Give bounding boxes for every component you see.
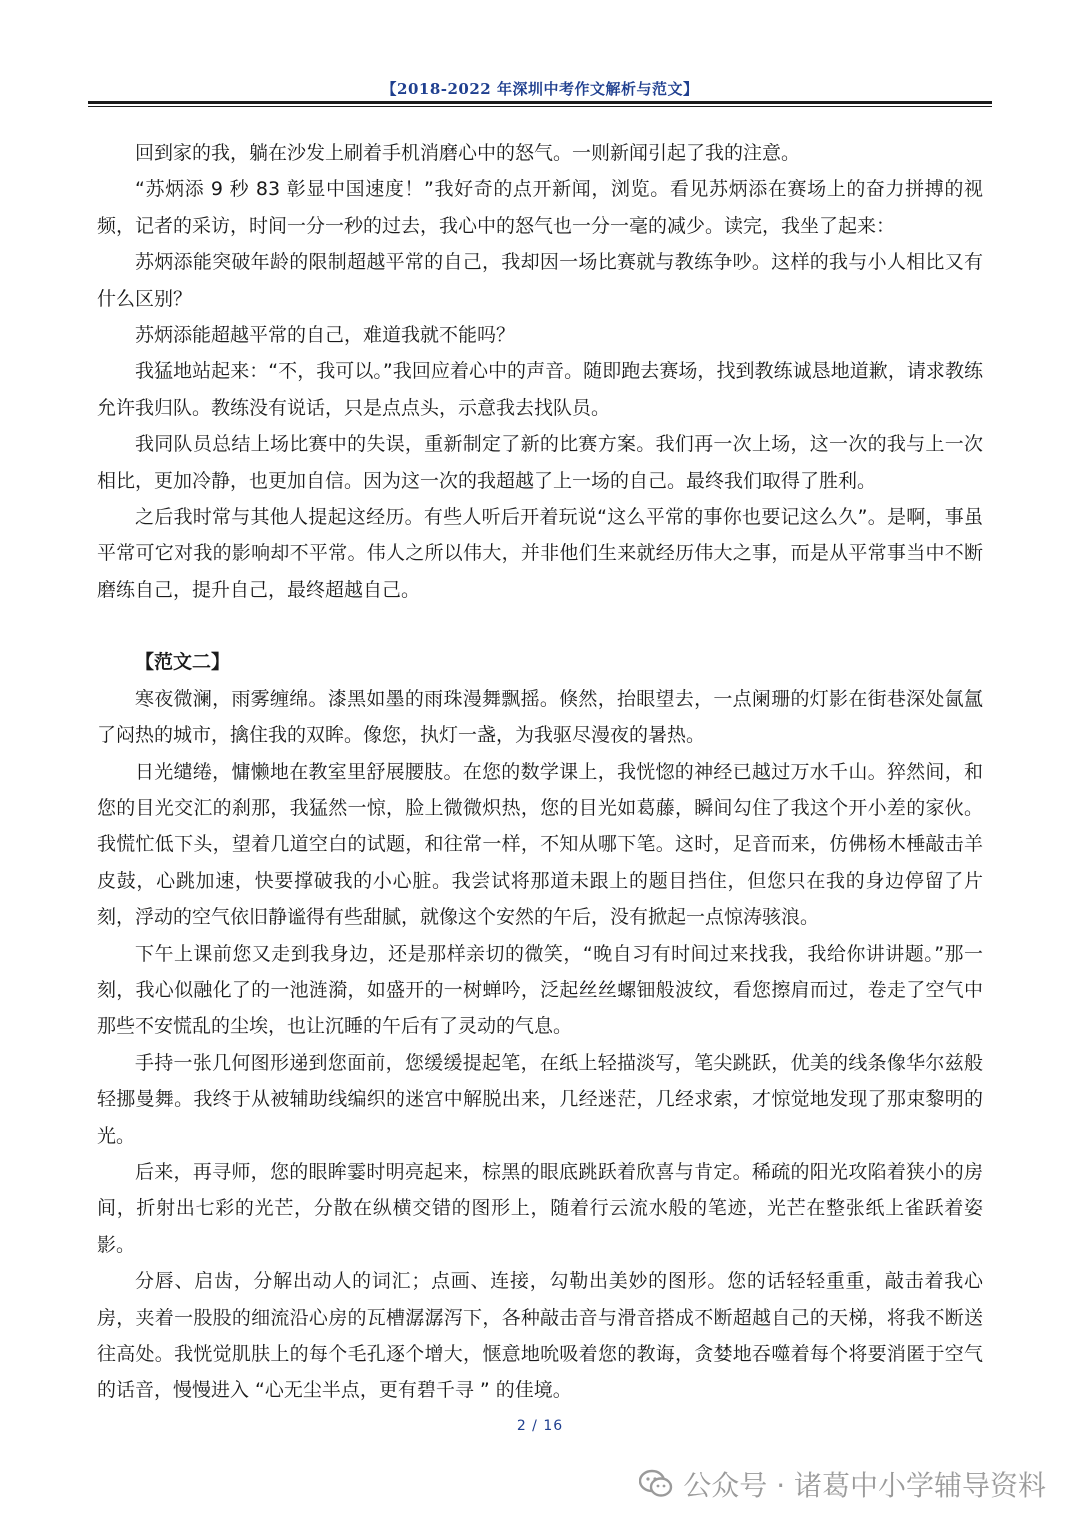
document-header-title: 【2018-2022 年深圳中考作文解析与范文】 bbox=[381, 80, 699, 98]
paragraph: 我猛地站起来：“不，我可以。”我回应着心中的声音。随即跑去赛场，找到教练诚恳地道歉，请求教练允许我归队。教练没有说话，只是点点头，示意我去找队员。 bbox=[97, 360, 983, 419]
paragraph: 寒夜微澜，雨雾缠绵。漆黑如墨的雨珠漫舞飘摇。倏然，抬眼望去，一点阑珊的灯影在街巷深处氤氲了闷热的城市，擒住我的双眸。像您，执灯一盏，为我驱尽漫夜的暑热。 bbox=[97, 687, 983, 747]
wechat-icon bbox=[639, 1469, 673, 1499]
paragraph: 手持一张几何图形递到您面前，您缓缓提起笔，在纸上轻描淡写，笔尖跳跃，优美的线条像华尔兹般轻挪曼舞。我终于从被辅助线编织的迷宫中解脱出来，几经迷茫，几经求索，才惊觉地发现了那束黎明的光。 bbox=[97, 1051, 983, 1147]
paragraph: 分唇、启齿，分解出动人的词汇；点画、连接，勾勒出美妙的图形。您的话轻轻重重，敲击着我心房，夹着一股股的细流沿心房的瓦槽潺潺泻下，各种敲击音与滑音搭成不断超越自己的天梯，将我不断送往高处。我恍觉肌肤上的每个毛孔逐个增大，惬意地吮吸着您的教诲，贪婪地吞噬着每个将要消匿于空气的话音，慢慢进入 “心无尘半点，更有碧千寻 ” 的佳境。 bbox=[97, 1270, 983, 1402]
paragraph: 下午上课前您又走到我身边，还是那样亲切的微笑，“晚自习有时间过来找我，我给你讲讲题。”那一刻，我心似融化了的一池涟漪，如盛开的一树蝉吟，泛起丝丝螺钿般波纹，看您擦肩而过，卷走了空气中那些不安慌乱的尘埃，也让沉睡的午后有了灵动的气息。 bbox=[97, 942, 983, 1038]
paragraph: 苏炳添能突破年龄的限制超越平常的自己，我却因一场比赛就与教练争吵。这样的我与小人相比又有什么区别？ bbox=[97, 251, 983, 310]
watermark-text: 公众号 · 诸葛中小学辅导资料 bbox=[683, 1469, 1046, 1502]
paragraph: 之后我时常与其他人提起这经历。有些人听后开着玩说“这么平常的事你也要记这么久”。是啊，事虽平常可它对我的影响却不平常。伟人之所以伟大，并非他们生来就经历伟大之事，而是从平常事当中不断磨练自己，提升自己，最终超越自己。 bbox=[97, 506, 983, 601]
paragraph: 回到家的我，躺在沙发上刷着手机消磨心中的怒气。一则新闻引起了我的注意。 bbox=[135, 142, 801, 164]
section-heading: 【范文二】 bbox=[135, 651, 231, 674]
watermark bbox=[639, 1464, 1046, 1504]
header-rule-thick bbox=[88, 101, 992, 104]
header-rule-thin bbox=[88, 106, 992, 107]
paragraph: “苏炳添 9 秒 83 彰显中国速度！”我好奇的点开新闻，浏览。看见苏炳添在赛场上的奋力拼搏的视频，记者的采访，时间一分一秒的过去，我心中的怒气也一分一毫的减少。读完，我坐了起来： bbox=[97, 178, 983, 237]
paragraph: 日光缱绻，慵懒地在教室里舒展腰肢。在您的数学课上，我恍惚的神经已越过万水千山。猝然间，和您的目光交汇的刹那，我猛然一惊，脸上微微炽热，您的目光如葛藤，瞬间勾住了我这个开小差的家伙。我慌忙低下头，望着几道空白的试题，和往常一样，不知从哪下笔。这时，足音而来，仿佛杨木棰敲击羊皮鼓，心跳加速，快要撑破我的小心脏。我尝试将那道未跟上的题目挡住，但您只在我的身边停留了片刻，浮动的空气依旧静谧得有些甜腻，就像这个安然的午后，没有掀起一点惊涛骇浪。 bbox=[97, 760, 983, 929]
page-number: 2 / 16 bbox=[516, 1418, 564, 1434]
paragraph: 我同队员总结上场比赛中的失误，重新制定了新的比赛方案。我们再一次上场，这一次的我与上一次相比，更加冷静，也更加自信。因为这一次的我超越了上一场的自己。最终我们取得了胜利。 bbox=[97, 433, 983, 492]
section-spacer bbox=[97, 608, 983, 644]
paragraph: 苏炳添能超越平常的自己，难道我就不能吗？ bbox=[135, 324, 516, 347]
paragraph: 后来，再寻师，您的眼眸霎时明亮起来，棕黑的眼底跳跃着欣喜与肯定。稀疏的阳光攻陷着狭小的房间，折射出七彩的光芒，分散在纵横交错的图形上，随着行云流水般的笔迹，光芒在整张纸上雀跃着姿影。 bbox=[97, 1160, 983, 1256]
document-body bbox=[97, 135, 983, 1409]
